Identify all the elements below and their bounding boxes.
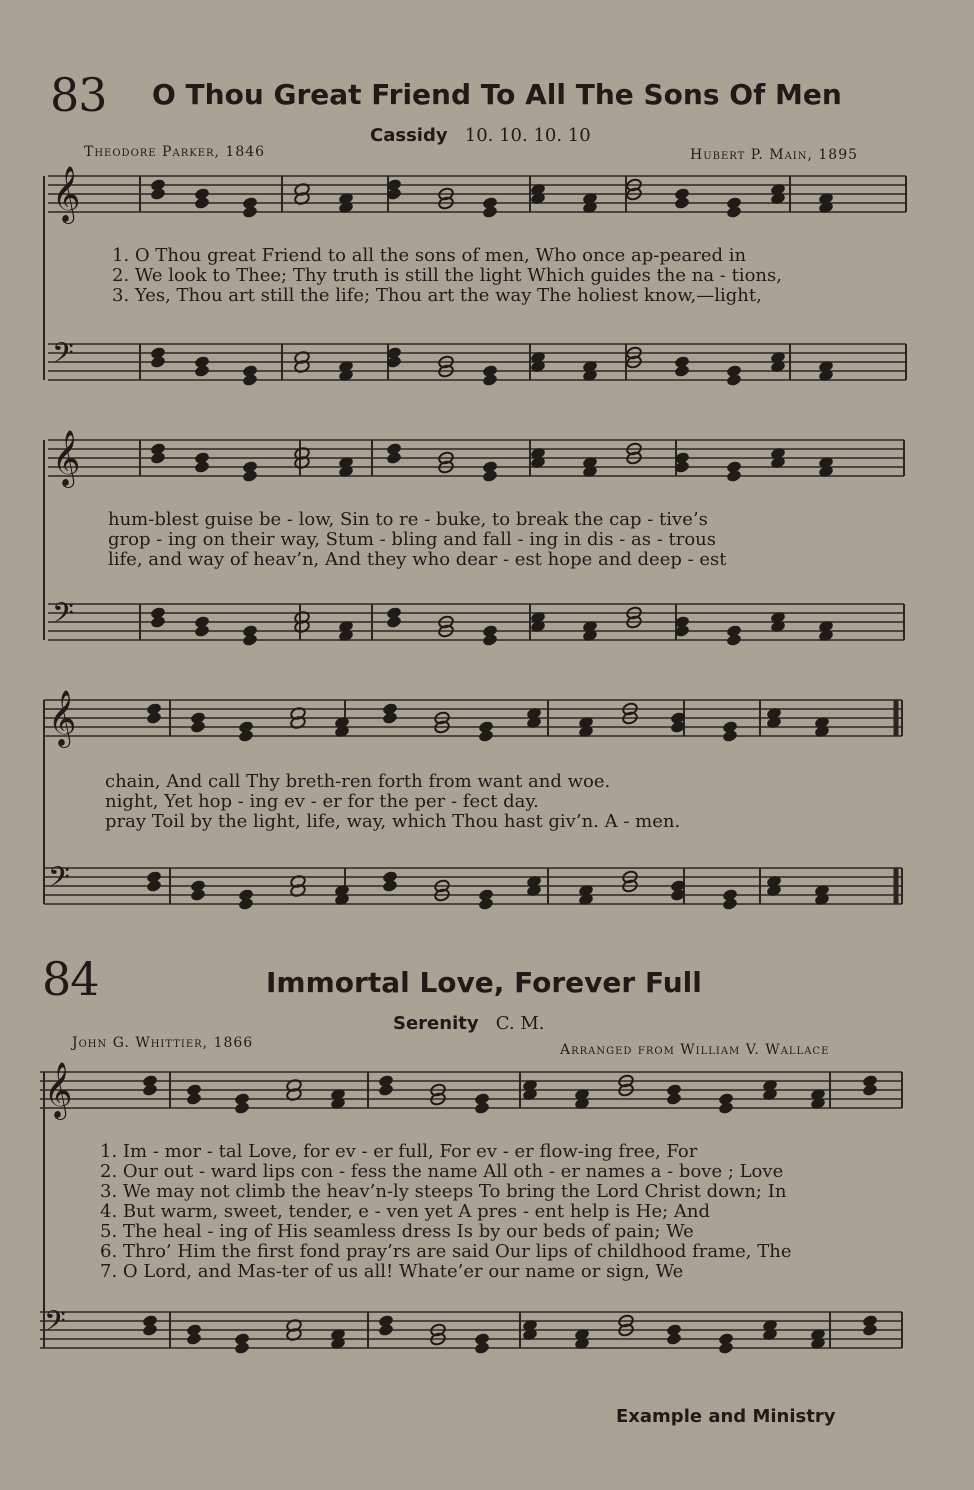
note-head: [862, 1083, 879, 1097]
note-head: [382, 879, 399, 893]
music-credit: Arranged from William V. Wallace: [560, 1042, 830, 1058]
note-head: [474, 1341, 491, 1355]
note-head: [666, 1332, 683, 1346]
note-head: [150, 187, 167, 201]
lyric-line: night, Yet hop - ing ev - er for the per - fect day.: [105, 791, 539, 812]
note-head: [194, 460, 211, 474]
note-head: [242, 633, 259, 647]
note-head: [234, 1341, 251, 1355]
note-head: [862, 1323, 879, 1337]
lyric-line: hum-blest guise be - low, Sin to re - buke, to break the cap - tive’s: [108, 509, 708, 530]
note-head: [194, 196, 211, 210]
note-head: [186, 1092, 203, 1106]
section-footer: Example and Ministry: [616, 1406, 836, 1427]
clef-symbol: 𝄞: [52, 430, 81, 486]
lyric-line: grop - ing on their way, Stum - bling and fall - ing in dis - as - trous: [108, 529, 717, 550]
note-head: [386, 615, 403, 629]
clef-symbol: 𝄞: [44, 1062, 73, 1118]
hymn-title: O Thou Great Friend To All The Sons Of Men: [152, 78, 842, 111]
note-head: [238, 897, 255, 911]
hymn-number: 84: [42, 952, 99, 1006]
lyric-line: 5. The heal - ing of His seamless dress Is by our beds of pain; We: [100, 1221, 694, 1242]
note-head: [190, 888, 207, 902]
lyric-line: 6. Thro’ Him the first fond pray’rs are said Our lips of childhood frame, The: [100, 1241, 792, 1262]
lyric-line: chain, And call Thy breth-ren forth from want and woe.: [105, 771, 611, 792]
clef-symbol: 𝄢: [44, 1305, 66, 1345]
clef-symbol: 𝄢: [48, 861, 70, 901]
note-head: [726, 205, 743, 219]
tune-meter: 10. 10. 10. 10: [464, 125, 591, 146]
note-head: [194, 624, 211, 638]
note-head: [150, 451, 167, 465]
note-head: [238, 729, 255, 743]
note-head: [146, 711, 163, 725]
note-head: [378, 1323, 395, 1337]
lyric-line: life, and way of heav’n, And they who dear - est hope and deep - est: [108, 549, 727, 570]
note-head: [386, 451, 403, 465]
note-head: [674, 364, 691, 378]
note-head: [482, 373, 499, 387]
tune-name: Cassidy: [370, 125, 448, 146]
note-head: [482, 205, 499, 219]
note-head: [474, 1101, 491, 1115]
note-head: [482, 469, 499, 483]
lyric-line: 3. We may not climb the heav’n-ly steeps To bring the Lord Christ down; In: [100, 1181, 787, 1202]
lyrics-system: [100, 1142, 791, 1282]
tune-line: [370, 125, 591, 146]
lyric-line: 7. O Lord, and Mas-ter of us all! Whate’er our name or sign, We: [100, 1261, 684, 1282]
note-head: [242, 469, 259, 483]
note-head: [722, 897, 739, 911]
clef-symbol: 𝄞: [52, 166, 81, 222]
lyric-line: 4. But warm, sweet, tender, e - ven yet A pres - ent help is He; And: [100, 1201, 711, 1222]
note-head: [234, 1101, 251, 1115]
note-head: [186, 1332, 203, 1346]
lyrics-system: [108, 510, 727, 570]
note-head: [242, 205, 259, 219]
note-head: [718, 1101, 735, 1115]
hymn-title: Immortal Love, Forever Full: [266, 966, 702, 999]
lyric-line: 3. Yes, Thou art still the life; Thou art the way The holiest know,—light,: [112, 285, 762, 306]
note-head: [674, 196, 691, 210]
tune-line: [393, 1013, 545, 1034]
note-head: [482, 633, 499, 647]
note-head: [142, 1083, 159, 1097]
note-head: [242, 373, 259, 387]
note-head: [478, 897, 495, 911]
clef-symbol: 𝄢: [52, 597, 74, 637]
note-head: [150, 615, 167, 629]
lyric-line: 1. Im - mor - tal Love, for ev - er full, For ev - er flow-ing free, For: [100, 1141, 698, 1162]
lyric-line: 2. Our out - ward lips con - fess the name All oth - er names a - bove ; Love: [100, 1161, 784, 1182]
note-head: [718, 1341, 735, 1355]
tune-meter: C. M.: [495, 1013, 545, 1034]
note-head: [142, 1323, 159, 1337]
clef-symbol: 𝄢: [52, 337, 74, 377]
words-credit: Theodore Parker, 1846: [84, 144, 266, 160]
clef-symbol: 𝄞: [48, 690, 77, 746]
note-head: [378, 1083, 395, 1097]
note-head: [194, 364, 211, 378]
hymn-number: 83: [50, 68, 107, 122]
lyric-line: 2. We look to Thee; Thy truth is still the light Which guides the na - tions,: [112, 265, 782, 286]
note-head: [478, 729, 495, 743]
music-credit: Hubert P. Main, 1895: [690, 147, 859, 163]
note-head: [190, 720, 207, 734]
lyrics-system: [105, 772, 680, 832]
lyric-line: pray Toil by the light, life, way, which Thou hast giv’n. A - men.: [105, 811, 681, 832]
note-head: [722, 729, 739, 743]
note-head: [382, 711, 399, 725]
note-head: [666, 1092, 683, 1106]
note-head: [726, 373, 743, 387]
tune-name: Serenity: [393, 1013, 479, 1034]
note-head: [146, 879, 163, 893]
note-head: [726, 469, 743, 483]
lyrics-system: [112, 246, 782, 306]
note-head: [726, 633, 743, 647]
words-credit: John G. Whittier, 1866: [72, 1035, 254, 1051]
lyric-line: 1. O Thou great Friend to all the sons of men, Who once ap-peared in: [112, 245, 747, 266]
note-head: [150, 355, 167, 369]
